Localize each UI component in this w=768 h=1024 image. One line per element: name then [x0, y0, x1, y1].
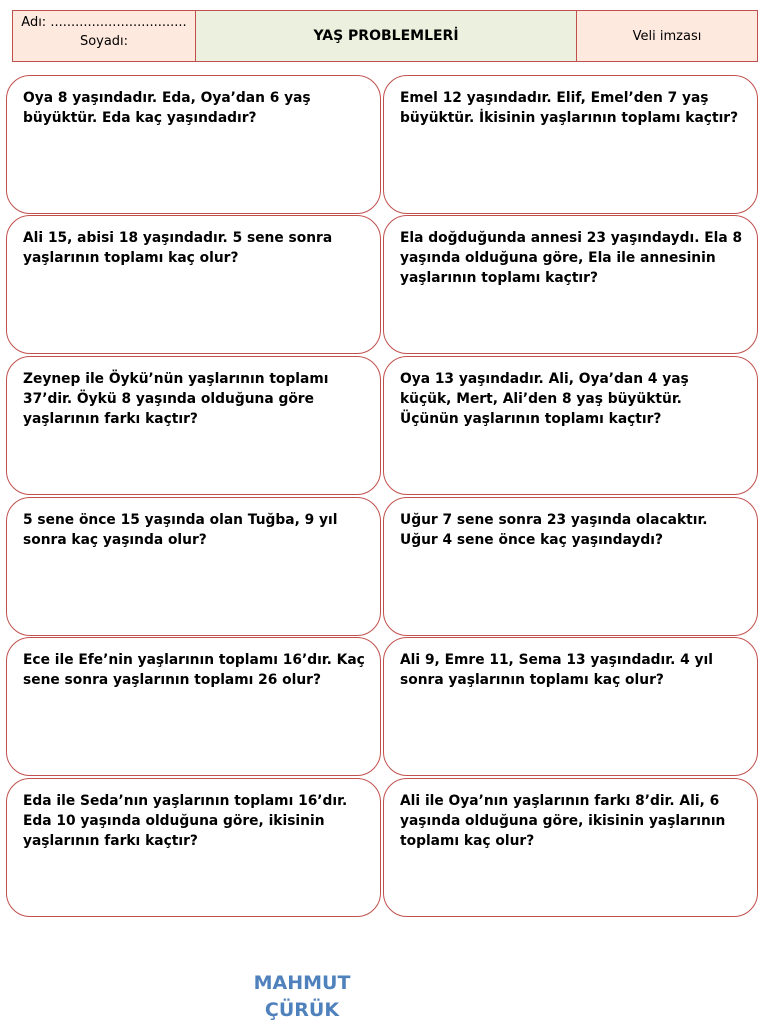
problem-card: Zeynep ile Öykü’nün yaşlarının toplamı 37’dir. Öykü 8 yaşında olduğuna göre yaşlarının farkı kaçtır?	[6, 356, 381, 495]
problem-card: Ali 15, abisi 18 yaşındadır. 5 sene sonra yaşlarının toplamı kaç olur?	[6, 215, 381, 354]
student-name-cell[interactable]	[13, 11, 196, 61]
worksheet-title: YAŞ PROBLEMLERİ	[196, 11, 577, 61]
problem-card: Ela doğduğunda annesi 23 yaşındaydı. Ela 8 yaşında olduğuna göre, Ela ile annesinin yaşlarının toplamı kaçtır?	[383, 215, 758, 354]
surname-label: Soyadı:	[79, 34, 129, 49]
author-name	[240, 970, 364, 1024]
problem-card: Emel 12 yaşındadır. Elif, Emel’den 7 yaş büyüktür. İkisinin yaşlarının toplamı kaçtır?	[383, 75, 758, 214]
author-first-name: MAHMUT	[253, 972, 351, 994]
problem-card: Ali 9, Emre 11, Sema 13 yaşındadır. 4 yıl sonra yaşlarının toplamı kaç olur?	[383, 637, 758, 776]
problem-card: Uğur 7 sene sonra 23 yaşında olacaktır. Uğur 4 sene önce kaç yaşındaydı?	[383, 497, 758, 636]
problem-card: Oya 8 yaşındadır. Eda, Oya’dan 6 yaş büyüktür. Eda kaç yaşındadır?	[6, 75, 381, 214]
author-last-name: ÇÜRÜK	[264, 999, 340, 1021]
problem-card: Ece ile Efe’nin yaşlarının toplamı 16’dır. Kaç sene sonra yaşlarının toplamı 26 olur?	[6, 637, 381, 776]
name-label: Adı: .................................	[21, 15, 187, 30]
parent-signature-cell[interactable]: Veli imzası	[577, 11, 757, 61]
problem-card: Eda ile Seda’nın yaşlarının toplamı 16’dır. Eda 10 yaşında olduğuna göre, ikisinin yaşlarının farkı kaçtır?	[6, 778, 381, 917]
problem-card: Ali ile Oya’nın yaşlarının farkı 8’dir. Ali, 6 yaşında olduğuna göre, ikisinin yaşlarının toplamı kaç olur?	[383, 778, 758, 917]
worksheet-header	[12, 10, 758, 62]
problem-card: 5 sene önce 15 yaşında olan Tuğba, 9 yıl sonra kaç yaşında olur?	[6, 497, 381, 636]
problem-card: Oya 13 yaşındadır. Ali, Oya’dan 4 yaş küçük, Mert, Ali’den 8 yaş büyüktür. Üçünün yaşlarının toplamı kaçtır?	[383, 356, 758, 495]
